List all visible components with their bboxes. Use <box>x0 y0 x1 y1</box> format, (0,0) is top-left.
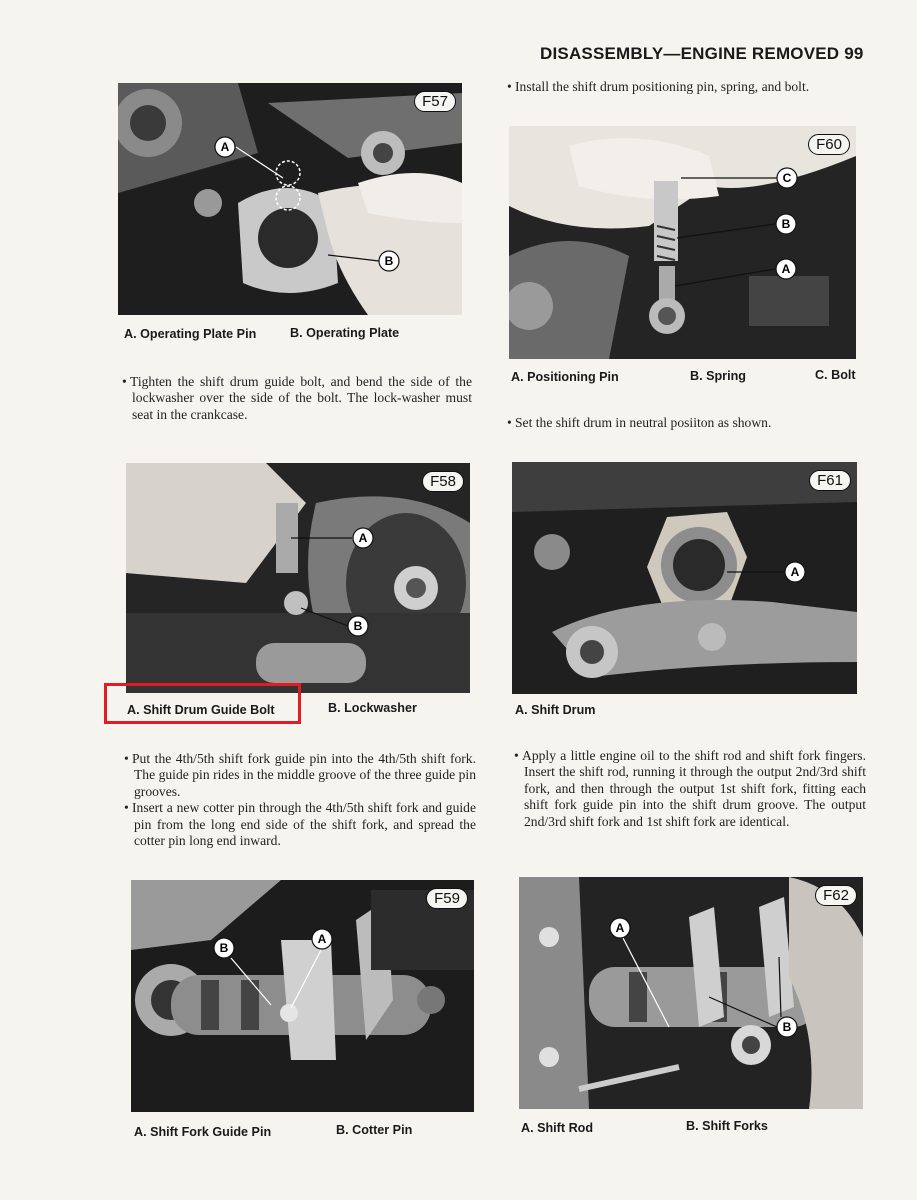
svg-text:C: C <box>782 171 792 185</box>
page-title: DISASSEMBLY—ENGINE REMOVED 99 <box>540 44 864 63</box>
figure-f58-photo <box>126 463 470 693</box>
figure-label: F62 <box>815 885 857 906</box>
figure-label: F57 <box>414 91 456 112</box>
figure-f61-photo <box>512 462 857 694</box>
figure-f60-caption-c: C. Bolt <box>815 368 856 382</box>
figure-f62-caption-a: A. Shift Rod <box>521 1121 594 1135</box>
paragraph-text: Insert a new cotter pin through the 4th/5th shift fork and guide pin from the long end side of the shift fork, and spread the cotter pin long end inward. <box>132 800 476 849</box>
svg-text:A: A <box>220 140 230 154</box>
figure-f62-photo <box>519 877 863 1109</box>
figure-f60-photo <box>509 126 856 359</box>
figure-f57-photo <box>118 83 462 315</box>
figure-f58-caption-a: A. Shift Drum Guide Bolt <box>127 703 275 717</box>
figure-label: F59 <box>426 888 468 909</box>
paragraph-put-guide-pin: • Put the 4th/5th shift fork guide pin into the 4th/5th shift fork. The guide pin rides in the middle groove of the three guide pin grooves. • Insert a new cotter pin through the 4th/5th shift fork and guide pin from the long end side of the shift fork, and spread the cotter pin long end inward. <box>124 751 476 849</box>
paragraph-apply-oil: • Apply a little engine oil to the shift rod and shift fork fingers. Insert the shift rod, running it through the output 2nd/3rd shift fork, and then through the output 1st shift fork, fitting each shift fork guide pin into the shift drum groove. The output 2nd/3rd shift fork and 1st shift fork are identical. <box>514 748 866 829</box>
figure-f62-caption-b: B. Shift Forks <box>686 1119 768 1133</box>
svg-text:B: B <box>782 1020 792 1034</box>
engine-photo-image <box>131 880 474 1112</box>
figure-f59-caption-b: B. Cotter Pin <box>336 1123 413 1137</box>
svg-text:B: B <box>353 619 363 633</box>
svg-text:B: B <box>219 941 229 955</box>
paragraph-text: Tighten the shift drum guide bolt, and bend the side of the lockwasher over the side of the bolt. The lock-washer must seat in the crankcase. <box>130 374 472 422</box>
figure-f59-photo <box>131 880 474 1112</box>
paragraph-text: Install the shift drum positioning pin, spring, and bolt. <box>515 79 810 94</box>
figure-label: F61 <box>809 470 851 491</box>
paragraph-text: Set the shift drum in neutral posiiton as shown. <box>515 415 772 430</box>
svg-text:B: B <box>781 217 791 231</box>
paragraph-neutral: • Set the shift drum in neutral posiiton as shown. <box>507 415 772 430</box>
figure-f59-caption-a: A. Shift Fork Guide Pin <box>134 1125 272 1139</box>
engine-photo-image <box>126 463 470 693</box>
engine-photo-image <box>118 83 462 315</box>
figure-f61-caption-a: A. Shift Drum <box>515 703 596 717</box>
paragraph-tighten-bolt: • Tighten the shift drum guide bolt, and bend the side of the lockwasher over the side of the bolt. The lock-washer must seat in the crankcase. <box>122 374 472 422</box>
svg-text:A: A <box>790 565 800 579</box>
figure-f57-caption-a: A. Operating Plate Pin <box>124 327 257 341</box>
paragraph-text: Put the 4th/5th shift fork guide pin into the 4th/5th shift fork. The guide pin rides in the middle groove of the three guide pin grooves. <box>132 751 476 799</box>
engine-photo-image <box>509 126 856 359</box>
figure-label: F58 <box>422 471 464 492</box>
paragraph-text: Apply a little engine oil to the shift rod and shift fork fingers. Insert the shift rod, running it through the output 2nd/3rd shift fork, and then through the output 1st shift fork, fitting each shift fork guide pin into the shift drum groove. The output 2nd/3rd shift fork and 1st shift fork are identical. <box>522 748 866 829</box>
engine-photo-image <box>512 462 857 694</box>
engine-photo-image <box>519 877 863 1109</box>
figure-f60-caption-a: A. Positioning Pin <box>511 370 619 384</box>
figure-f58-caption-b: B. Lockwasher <box>328 701 417 715</box>
svg-text:B: B <box>384 254 394 268</box>
svg-text:A: A <box>358 531 368 545</box>
paragraph-install-pin: • Install the shift drum positioning pin, spring, and bolt. <box>507 79 810 94</box>
figure-f60-caption-b: B. Spring <box>690 369 746 383</box>
svg-text:A: A <box>317 932 327 946</box>
svg-text:A: A <box>615 921 625 935</box>
figure-label: F60 <box>808 134 850 155</box>
svg-text:A: A <box>781 262 791 276</box>
figure-f57-caption-b: B. Operating Plate <box>290 326 400 340</box>
